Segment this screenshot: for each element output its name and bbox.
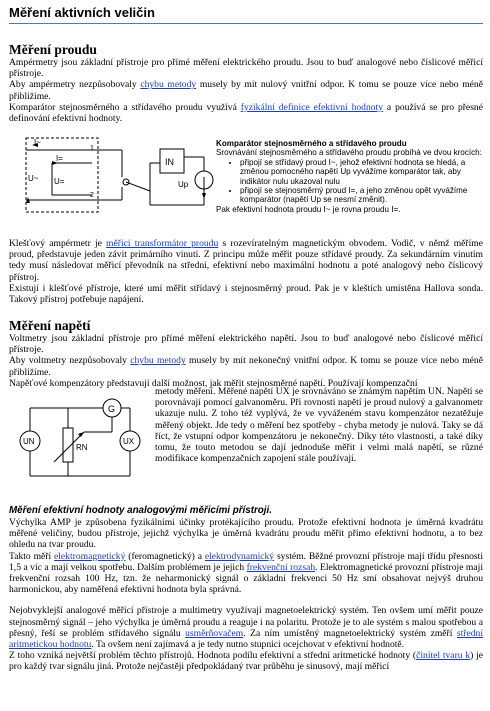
effective-p4: Z toho vzniká největší problém těchto přístrojů. Hodnota podílu efektivní a střední aritmetické hodnoty (činitel tvaru k) je pro každý tvar signálu jiná. Protože nejčastěji předpokládaný tvar průběhu je sinusový, mají měřicí — [9, 650, 484, 673]
voltage-side-text: metody měření. Měřené napětí UX je srovnáváno se známým napětím UN. Napětí se porovnávají pomocí galvanoměru. Při rovnosti napětí je proud nulový a galvanometr ukazuje nulu. Z toho též vyplývá, že ve vyváženém stavu kompenzátor nezatěžuje měřený objekt. Jde tedy o měření bez spotřeby - chyba metody je nulová. Taky se dá říct, že vstupní odpor kompenzátoru je nekonečný. Díky této vlastnosti, a také díky tomu, že touto metodou se dají jednoduše měřit i velmi malá napětí, se různé modifikace kompenzačních zapojení stále používají. — [155, 386, 483, 465]
label-i-dc: I= — [56, 154, 63, 163]
heading-voltage: Měření napětí — [9, 318, 91, 333]
label-un: UN — [23, 437, 35, 446]
link-stredni-aritmeticka[interactable]: střední aritmetickou hodnotu — [9, 627, 483, 651]
current-p4: Klešťový ampérmetr je měřicí transformátor proudu s rozevíratelným magnetickým obvodem. Vodič, v němž měříme proud, představuje jeden závit primárního vinutí. Z principu může měřit pouze střídavé proudy. Za sekundárním vinutím tedy musí následovat měřicí převodník na střední, efektivní nebo maximální hodnotu a poté analogový nebo číslicový přístroj. — [9, 238, 484, 283]
effective-body — [9, 517, 483, 673]
effective-p3: Nejobvyklejší analogové měřicí přístroje a multimetry využívají magnetoelektrický systém. Ten ovšem umí měřit pouze stejnosměrný signál – jeho výchylka je úměrná proudu a reaguje i na polaritu. Protože je to ale systém s malou spotřebou a přesný, řeší se problém střídavého signálu usměrňovačem. Za ním umístěný magnetoelektrický systém změří střední aritmetickou hodnotu. Ta ovšem není zajímavá a je tedy nutno stupnici ocejchovat v efektivní hodnotě. — [9, 605, 483, 651]
comparator-intro: Srovnávání stejnosměrného a střídavého proudu probíhá ve dvou krocích: — [216, 148, 482, 158]
label-ux: UX — [123, 437, 135, 446]
voltage-p1: Voltmetry jsou základní přístroje pro přímé měření elektrického napětí. Jsou to buď analogové nebo číslicové měřicí přístroje. — [9, 333, 483, 356]
current-p3: Komparátor stejnosměrného a střídavého proudu využívá fyzikální definice efektivní hodnoty a používá se pro přesné definování efektivní hodnoty. — [9, 101, 483, 125]
heading-effective: Měření efektivní hodnoty analogovými měřicími přístroji. — [9, 505, 272, 516]
current-clamp — [9, 238, 483, 305]
link-elektrodynamicky[interactable]: elektrodynamický — [204, 550, 275, 562]
link-frekvencni-rozsah[interactable]: frekvenční rozsah — [246, 561, 316, 573]
link-merici-transformator[interactable]: měřicí transformátor proudu — [106, 238, 219, 249]
effective-p2: Takto měří elektromagnetický (feromagnetický) a elektrodynamický systém. Běžné provozní přístroje mají třídu přesnosti 1,5 a víc a mají velkou spotřebu. Dalším problémem je jejich frekvenční rozsah. Elektromagnetické provozní přístroje mají frekvenční rozsah 100 Hz, tzn. že neharmonický signál o základní frekvenci 50 Hz smí obsahovat nejvýš druhou harmonickou, aby naměřená efektivní hodnota byla správná. — [9, 550, 483, 596]
current-intro — [9, 57, 483, 124]
label-u-dc: U= — [54, 177, 65, 186]
effective-p1: Výchylka AMP je způsobena fyzikálními účinky protékajícího proudu. Protože efektivní hodnota je úměrná kvadrátu měřené veličiny, budou přístroje, jejichž výchylka je úměrná kvadrátu proudu měřit přímo efektivní hodnotu, a to bez ohledu na tvar proudu. — [9, 517, 483, 551]
label-up: Up — [178, 180, 189, 189]
label-indicator: IN — [165, 157, 174, 167]
comparator-result: Pak efektivní hodnota proudu I~ je rovna proudu I=. — [216, 204, 401, 214]
label-u-ac: U~ — [28, 174, 39, 183]
voltage-intro — [9, 333, 483, 389]
label-rn: RN — [76, 443, 88, 452]
link-chyba-metody-2[interactable]: chybu metody — [130, 355, 186, 367]
spacer — [9, 595, 483, 605]
comparator-diagram — [22, 135, 214, 221]
page-title: Měření aktivních veličin — [9, 5, 155, 20]
current-p5: Existují i klešťové přístroje, které umí měřit střídavý i stejnosměrný proud. Pak je v kleštích umístěna Hallova sonda. Takový přístroj potřebuje napájení. — [9, 282, 483, 306]
current-p1: Ampérmetry jsou základní přístroje pro přímé měření elektrického proudu. Jsou to buď analogové nebo číslicové měřicí přístroje. — [9, 57, 483, 80]
current-p2: Aby ampérmetry nezpůsobovaly chybu metody musely by mít nulový vnitřní odpor. K tomu se pouze více nebo méně přibližíme. — [9, 79, 483, 102]
compensator-diagram — [12, 392, 152, 484]
label-node1: 1 — [90, 145, 94, 152]
label-node2: 2 — [90, 192, 94, 199]
label-i-ac: I~ — [34, 138, 41, 147]
voltage-p3: Napěťové kompenzátory představují další možnost, jak měřit stejnosměrné napětí. Používají kompenzační — [9, 377, 418, 389]
comparator-step: • připojí se střídavý proud I~, jehož efektivní hodnota se hledá, a změnou pomocného napětí Up vyvážíme komparátor tak, aby indikátor nulu ukazoval nulu — [240, 158, 484, 186]
link-usmernovacem[interactable]: usměrňovačem — [185, 627, 244, 639]
link-elektromagneticky[interactable]: elektromagnetický — [54, 550, 126, 562]
link-fyzikalni-definice[interactable]: fyzikální definice efektivní hodnoty — [240, 101, 384, 113]
comparator-step: • připojí se stejnosměrný proud I=, a jeho změnou opět vyvážíme komparátor (napětí Up se nesmí změnit). — [240, 186, 484, 205]
comparator-description — [216, 139, 484, 214]
comparator-steps — [216, 158, 484, 205]
voltage-p2: Aby voltmetry nezpůsobovaly chybu metody musely by mít nekonečný vnitřní odpor. K tomu se pouze více nebo méně přibližíme. — [9, 355, 483, 378]
label-galvanometer: G — [108, 404, 116, 414]
title-divider — [9, 23, 483, 24]
link-cinitel-tvaru[interactable]: činitel tvaru k — [416, 650, 471, 662]
link-chyba-metody[interactable]: chybu metody — [140, 79, 197, 91]
heading-current: Měření proudu — [9, 42, 97, 57]
comparator-title: Komparátor stejnosměrného a střídavého proudu — [216, 139, 407, 148]
